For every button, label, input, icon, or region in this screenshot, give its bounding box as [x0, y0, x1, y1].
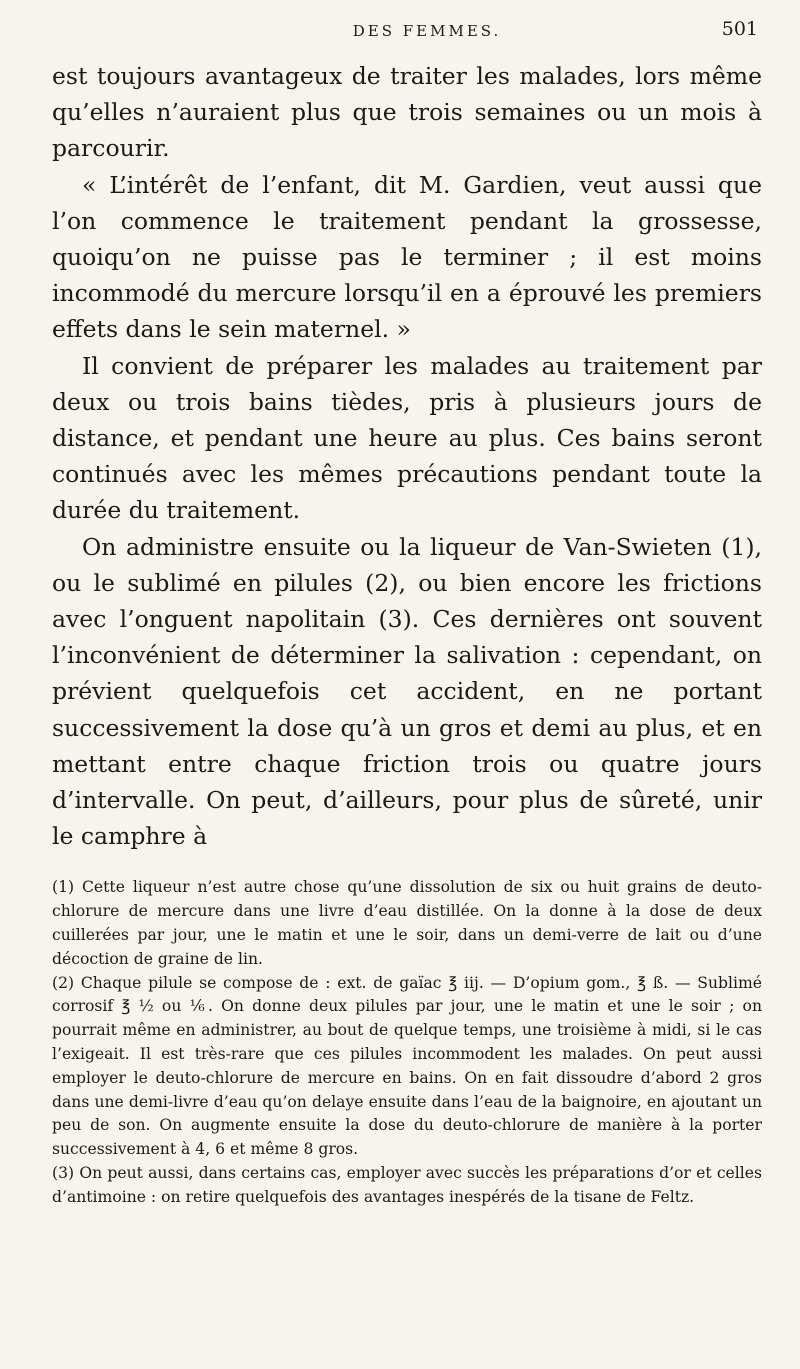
footnote-3: (3) On peut aussi, dans certains cas, employer avec succès les préparations d’or et celles d’antimoine : on retire quelquefois des avantages inespérés de la tisane de Feltz.: [52, 1164, 762, 1206]
paragraph-continued: est toujours avantageux de traiter les malades, lors même qu’elles n’auraient plus que trois semaines ou un mois à parcourir.: [52, 62, 762, 163]
footnotes: [52, 876, 762, 1209]
page-number: 501: [721, 18, 758, 40]
paragraph-treatment: On administre ensuite ou la liqueur de Van-Swieten (1), ou le sublimé en pilules (2), ou bien encore les frictions avec l’onguent napolitain (3). Ces dernières ont souvent l’inconvénient de déterminer la salivation : cependant, on prévient quelquefois cet accident, en ne portant successivement la dose qu’à un gros et demi au plus, et en mettant entre chaque friction trois ou quatre jours d’intervalle. On peut, d’ailleurs, pour plus de sûreté, unir le camphre à: [52, 532, 762, 851]
footnote-1: (1) Cette liqueur n’est autre chose qu’une dissolution de six ou huit grains de deuto-chlorure de mercure dans une livre d’eau distillée. On la donne à la dose de deux cuillerées par jour, une le matin et une le soir, dans un demi-verre de lait ou d’une décoction de graine de lin.: [52, 878, 762, 968]
main-text: [52, 58, 762, 854]
running-head: [52, 0, 762, 48]
running-title: DES FEMMES.: [352, 22, 502, 40]
paragraph-baths: Il convient de préparer les malades au traitement par deux ou trois bains tièdes, pris à plusieurs jours de distance, et pendant une heure au plus. Ces bains seront continués avec les mêmes précautions pendant toute la durée du traitement.: [52, 351, 762, 525]
paragraph-quote: « L’intérêt de l’enfant, dit M. Gardien, veut aussi que l’on commence le traitement pendant la grossesse, quoiqu’on ne puisse pas le terminer ; il est moins incommodé du mercure lorsqu’il en a éprouvé les premiers effets dans le sein maternel. »: [52, 170, 762, 344]
footnote-2: (2) Chaque pilule se compose de : ext. de gaïac ℥ iij. — D’opium gom., ℥ ß. — Sublimé corrosif ℥ ½ ou ⅙. On donne deux pilules par jour, une le matin et une le soir ; on pourrait même en administrer, au bout de quelque temps, une troisième à midi, si le cas l’exigeait. Il est très-rare que ces pilules incommodent les malades. On peut aussi employer le deuto-chlorure de mercure en bains. On en fait dissoudre d’abord 2 gros dans une demi-livre d’eau qu’on delaye ensuite dans l’eau de la baignoire, en ajoutant un peu de son. On augmente ensuite la dose du deuto-chlorure de manière à la porter successivement à 4, 6 et même 8 gros.: [52, 973, 762, 1159]
